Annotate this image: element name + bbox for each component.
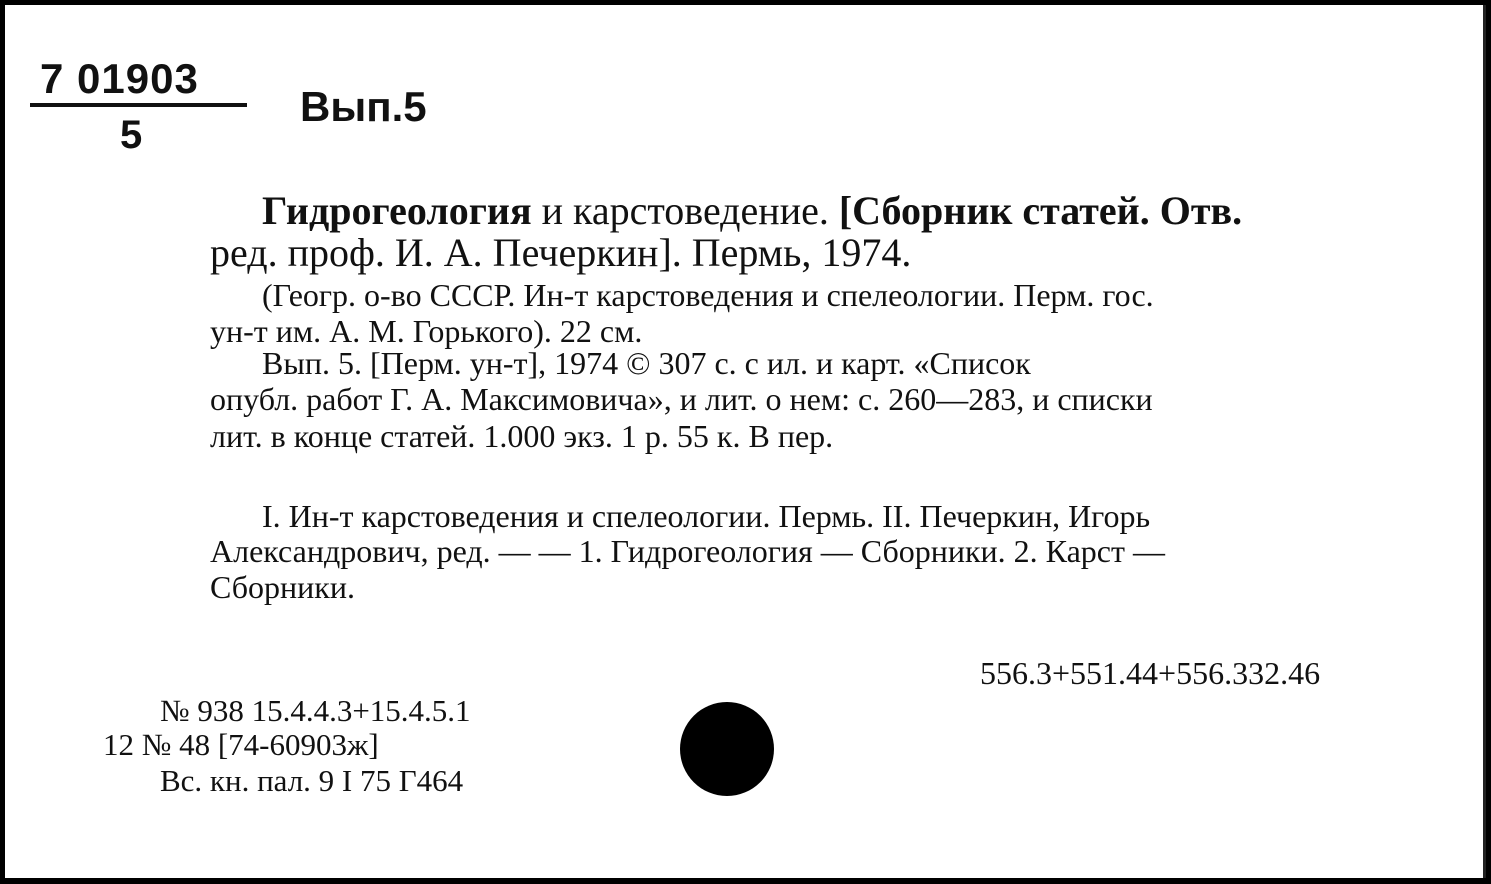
series-note-line-2: ун-т им. А. М. Горького). 22 см. <box>210 313 643 349</box>
shelf-denominator: 5 <box>120 113 143 157</box>
title-line <box>262 187 1242 234</box>
footer-line-1: № 938 15.4.4.3+15.4.5.1 <box>160 693 471 728</box>
tracings-line-1: I. Ин-т карстоведения и спелеологии. Пермь. II. Печеркин, Игорь <box>262 498 1151 534</box>
volume-line-1: Вып. 5. [Перм. ун-т], 1974 © 307 с. с ил. и карт. «Список <box>262 345 1031 381</box>
tracings-line-3: Сборники. <box>210 569 355 605</box>
punch-hole <box>680 702 774 796</box>
shelf-fraction-rule <box>30 103 247 107</box>
volume-line-3: лит. в конце статей. 1.000 экз. 1 р. 55 к. В пер. <box>210 418 834 454</box>
title-bold-part-1: Гидрогеология <box>262 188 532 233</box>
title-regular-part: и карстоведение. <box>531 188 839 233</box>
series-note-line-1: (Геогр. о-во СССР. Ин-т карстоведения и спелеологии. Перм. гос. <box>262 277 1154 313</box>
udc-code: 556.3+551.44+556.332.46 <box>980 655 1321 691</box>
title-continuation: ред. проф. И. А. Печеркин]. Пермь, 1974. <box>210 230 912 275</box>
volume-line-2: опубл. работ Г. А. Максимовича», и лит. о нем: с. 260—283, и списки <box>210 381 1153 417</box>
issue-label: Вып.5 <box>300 83 427 130</box>
catalog-card <box>5 5 1486 878</box>
title-bold-part-2: [Сборник статей. Отв. <box>838 188 1243 233</box>
shelf-number: 7 01903 <box>40 55 199 102</box>
footer-line-2: 12 № 48 [74-60903ж] <box>103 727 379 762</box>
footer-line-3: Вс. кн. пал. 9 I 75 Г464 <box>160 763 464 798</box>
tracings-line-2: Александрович, ред. — — 1. Гидрогеология — Сборники. 2. Карст — <box>210 533 1165 569</box>
